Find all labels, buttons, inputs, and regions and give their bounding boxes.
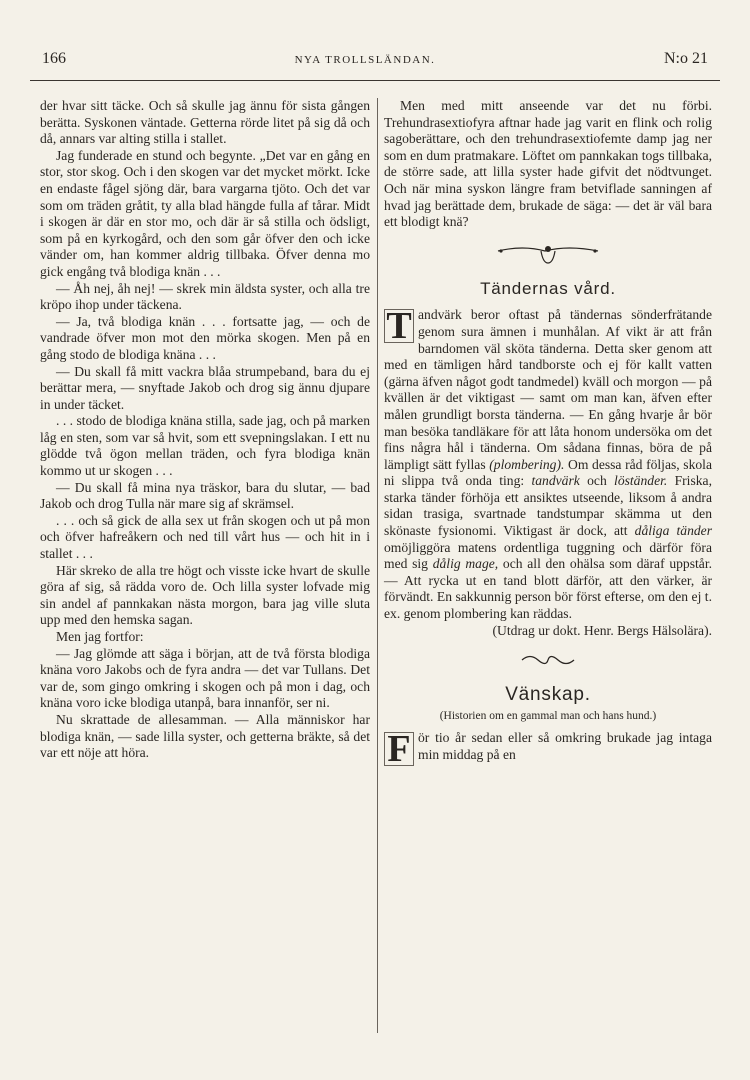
left-paragraph: . . . stodo de blodiga knäna stilla, sade jag, och på marken låg en sten, som var så hvit, som ett svepningslakan. I ett nu glödde två ögon mellan träden, och fyra blodiga knän kommo ut ur skogen . . . [40,413,370,479]
left-paragraph: — Du skall få mina nya träskor, bara du slutar, — bad Jakob och drog Tulla när mare sig af skrämsel. [40,479,370,512]
left-paragraph: Här skreko de alla tre högt och visste icke hvart de skulle göra af sig, så rädda voro de. Och lilla syster lofvade mig sin andel af pannkakan nästa morgon, bara jag ville sluta upp med den hemska sagan. [40,562,370,628]
left-paragraph: — Du skall få mitt vackra blåa strumpeband, bara du ej berättar mera, — snyftade Jakob och drog sig ännu djupare in under täcket. [40,363,370,412]
left-paragraph: — Jag glömde att säga i början, att de två första blodiga knäna voro Jakobs och de fyra andra — det var Tullans. Det var de, som gingo omkring i skogen och på mon i dag, och knäna voro icke blodiga utanpå, bara innanför, ser ni. [40,645,370,711]
left-paragraph: . . . och så gick de alla sex ut från skogen och ut på mon och öfver hafreåkern och ned till vårt hus — och hit in i stallet . . . [40,512,370,562]
column-divider [377,98,378,1033]
journal-title: NYA TROLLSLÄNDAN. [294,54,436,66]
section-subtitle: (Historien om en gammal man och hans hund.) [439,709,657,722]
section-paragraph: F ör tio år sedan eller så omkring brukade jag intaga min middag på en [384,730,712,763]
page-header [42,50,708,72]
page-number: 166 [42,50,66,67]
header-rule [30,80,720,81]
left-column [40,98,370,762]
left-paragraph: — Åh nej, åh nej! — skrek min äldsta syster, och alla tre kröpo ihop under täckena. [40,280,370,313]
section-paragraph: T andvärk beror oftast på tändernas sönderfrätande genom sura ämnen i munhålan. Af vikt är att från barndomen väl sköta tänderna. Detta sker genom att med en tämligen hård tandborste och ej för kallt vatten (gärna äfven något godt tandmedel) kväll och morgon — på kvällen är det viktigast — samt om man kan, äfven efter målen grundligt borsta tänderna. — En gång hvarje år bör man besöka tandläkare för att låta honom undersöka om det fins några hål i tänderna. Om sådana finnas, böra de på lämpligt sätt fyllas (plombering). Om dessa råd följas, skola ni slippa två onda ting: tandvärk och löständer. Friska, starka tänder förhöja ett ansiktes utseende, liksom å andra sidan trasiga, svartnade tandstumpar skämma ut den skönaste fysionomi. Viktigast är dock, att dåliga tänder omöjliggöra matens ordentliga tuggning och därför föra med sig dålig mage, och all den ohälsa som däraf uppstår. — Att rycka ut en tand blott därför, att den värker, är förvändt. En sakkunnig person bör först efterse, om den ej t. ex. genom plombering kan räddas. [384,305,712,622]
section-title-vanskap: Vänskap. [505,684,591,706]
story-ending-paragraph: Men med mitt anseende var det nu förbi. Trehundrasextiofyra aftnar hade jag varit en flink och rolig sagoberättare, och den trehundrasextiofemte damp jag ner som en dum pratmakare. Löftet om pannkakan togs tillbaka, de större sade, att lilla syster hade gifvit det nödtvunget. Och när mina syskon längre fram betviflade sanningen af hvad jag berättade dem, brukade de säga: — det är väl bara ett blodigt knä? [384,98,712,230]
left-paragraph: der hvar sitt täcke. Och så skulle jag ännu för sista gången berätta. Syskonen väntade. Getterna rörde litet på sig då och då, annars var alting stilla i stallet. [40,98,370,147]
left-paragraph: Men jag fortfor: [56,629,144,644]
left-paragraph: Nu skrattade de allesamman. — Alla människor har blodiga knän, — sade lilla syster, och getterna bräkte, så det var ett nöje att höra. [40,711,370,761]
section-title-tandernas-vard: Tändernas vård. [480,278,616,298]
left-paragraph: — Ja, två blodiga knän . . . fortsatte jag, — och de vandrade öfver mon mot den mörka skogen. Men på en gång stodo de blodiga knäna . . . [40,313,370,362]
left-paragraph: Jag funderade en stund och begynte. „Det var en gång en stor, stor skog. Och i den skogen var det mycket mörkt. Icke en endaste fågel sjöng där, bara vargarna tjöto. Och det var som om träden gråtit, ty alla blad hängde fulla af tårar. Midt i skogen är där en stor mo, och där är så stilla och ödsligt, som på en kyrkogård, och den som går öfver den och icke vänder om, han kommer aldrig tillbaka. Öfver denna mo gick engång två blodiga knän . . . [40,147,370,279]
right-column [384,98,712,771]
drop-cap: T [384,309,414,343]
flourish-icon [518,651,578,669]
drop-cap: F [384,732,414,766]
issue-number: N:o 21 [664,50,708,67]
ornament-icon [493,241,603,267]
source-citation: (Utdrag ur dokt. Henr. Bergs Hälsolära). [492,622,712,638]
